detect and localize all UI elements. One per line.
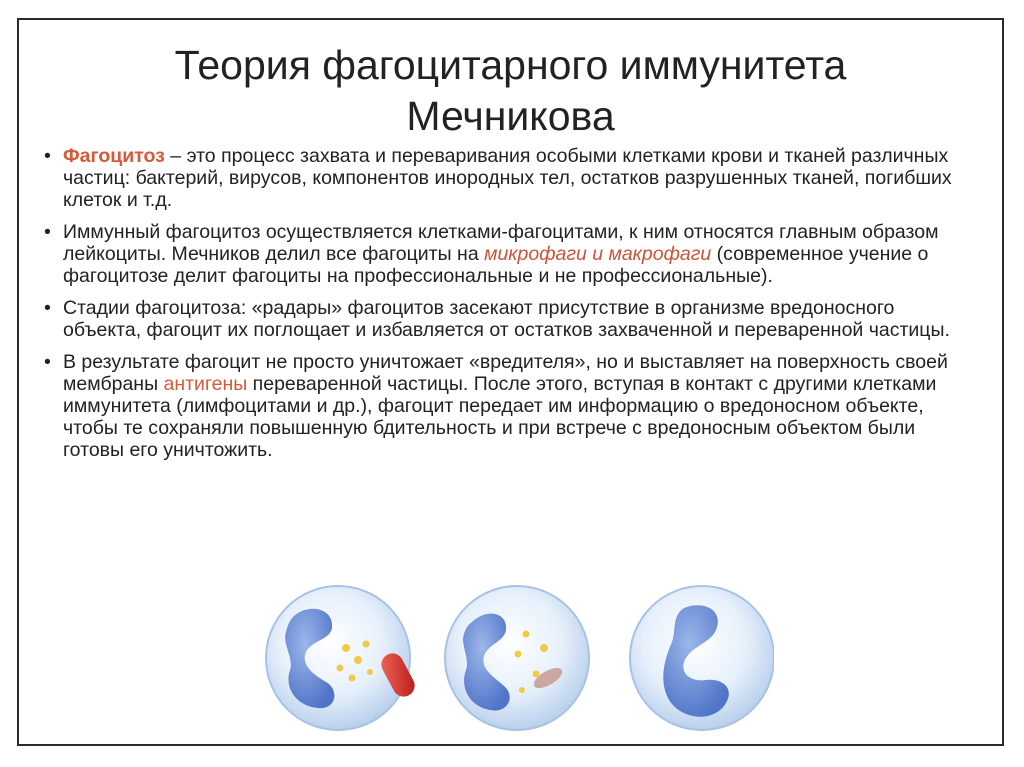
- term-microphages-macrophages: микрофаги и макрофаги: [484, 243, 712, 265]
- bullet-text: – это процесс захвата и переваривания особыми клетками крови и тканей различных частиц: бактерий, вирусов, компонентов инородных тел, остатков разрушенных тканей, погибших клеток и т.д.: [63, 145, 952, 211]
- bullet-marker: •: [44, 297, 51, 319]
- bullet-text: В результате фагоцит не просто уничтожает «вредителя», но и выставляет на поверхность своей мембраны: [63, 351, 948, 395]
- granule: [367, 669, 373, 675]
- bullet-marker: •: [44, 145, 51, 167]
- term-phagocytosis: Фагоцитоз: [63, 145, 165, 167]
- phagocyte-cell-resting: [630, 586, 774, 730]
- bullet-antigen-presentation: [44, 351, 964, 461]
- slide-title-line-1: Теория фагоцитарного иммунитета: [174, 42, 847, 88]
- bullet-marker: •: [44, 221, 51, 243]
- granule: [515, 651, 522, 658]
- term-antigens: антигены: [163, 373, 248, 395]
- granule: [337, 665, 344, 672]
- bullet-immune-phagocytosis: [44, 221, 964, 287]
- granule: [354, 656, 362, 664]
- cells-svg: [254, 578, 774, 736]
- phagocytosis-stages-illustration: [254, 578, 774, 736]
- slide-title-line-2: Мечникова: [406, 93, 615, 139]
- bullet-text: (современное учение о фагоцитозе делит фагоциты на профессиональные и не профессиональные).: [63, 243, 929, 287]
- phagocyte-cell-engulfed: [445, 586, 589, 730]
- bullet-phagocytosis-stages: [44, 297, 964, 341]
- granule: [349, 675, 356, 682]
- granule: [540, 644, 548, 652]
- granule: [342, 644, 350, 652]
- phagocyte-cell-approach: [266, 586, 419, 730]
- bullet-text: Стадии фагоцитоза: «радары» фагоцитов засекают присутствие в организме вредоносного объекта, фагоцит их поглощает и избавляется от остатков захваченной и переваренной частицы.: [63, 297, 950, 341]
- slide-title: [19, 40, 1002, 142]
- granule: [519, 687, 525, 693]
- granule: [363, 641, 370, 648]
- slide-content: [44, 145, 964, 471]
- bullet-text: переваренной частицы. После этого, вступая в контакт с другими клетками иммунитета (лимфоцитами и др.), фагоцит передает им информацию о вредоносном объекте, чтобы те сохраняли повышенную бдительность и при встрече с вредоносным объектом были готовы его уничтожить.: [63, 373, 937, 461]
- bullet-phagocytosis-definition: [44, 145, 964, 211]
- bullet-marker: •: [44, 351, 51, 373]
- bullet-text: Иммунный фагоцитоз осуществляется клетками-фагоцитами, к ним относятся главным образом лейкоциты. Мечников делил все фагоциты на: [63, 221, 939, 265]
- granule: [523, 631, 530, 638]
